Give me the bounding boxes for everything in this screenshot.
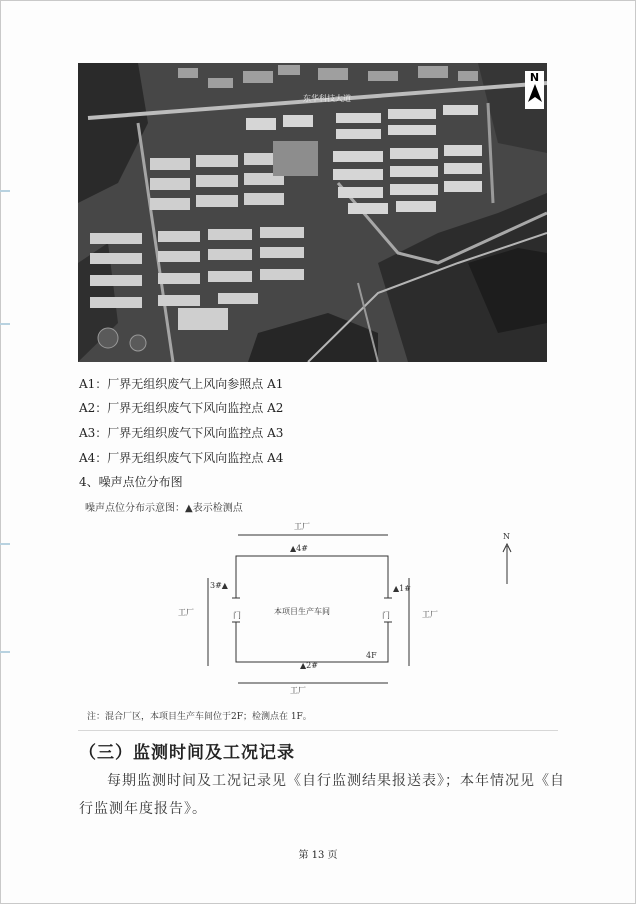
diagram-note: 注：混合厂区，本项目生产车间位于2F；检测点在 1F。 <box>87 712 312 722</box>
floor-label: 4F <box>366 651 377 660</box>
section-title: （三）监测时间及工况记录 <box>79 743 295 763</box>
factory-label-left: 工厂 <box>178 608 194 617</box>
scan-mark <box>0 543 10 545</box>
legend-item-a1: A1：厂界无组织废气上风向参照点 A1 <box>79 377 284 391</box>
road-label: 东华科技大道 <box>303 94 351 103</box>
aerial-map <box>78 63 547 362</box>
legend-item-a4: A4：厂界无组织废气下风向监控点 A4 <box>79 451 284 465</box>
page-number: 第 13 页 <box>298 850 338 861</box>
legend-item-a3: A3：厂界无组织废气下风向监控点 A3 <box>79 426 284 440</box>
noise-point-3: 3#▲ <box>210 581 228 590</box>
scan-mark <box>0 190 10 192</box>
factory-label-right: 工厂 <box>422 610 438 619</box>
legend-item-a2: A2：厂界无组织废气下风向监控点 A2 <box>79 401 284 415</box>
noise-caption: 噪声点位分布示意图：▲表示检测点 <box>85 503 243 514</box>
noise-point-1: ▲1# <box>393 584 411 593</box>
north-arrow-icon <box>528 84 542 102</box>
noise-point-2: ▲2# <box>300 661 318 670</box>
north-indicator <box>525 71 544 109</box>
door-left: 门 <box>233 611 241 620</box>
north-label: N <box>529 71 540 84</box>
noise-heading: 4、噪声点位分布图 <box>79 475 183 489</box>
factory-label-bottom: 工厂 <box>290 686 306 695</box>
factory-label-top: 工厂 <box>294 522 310 531</box>
scan-mark <box>0 651 10 653</box>
divider <box>78 730 558 731</box>
diagram-north-label: N <box>503 532 510 541</box>
door-right: 门 <box>382 611 390 620</box>
noise-diagram <box>170 518 540 698</box>
section-paragraph: 每期监测时间及工况记录见《自行监测结果报送表》；本年情况见《自行监测年度报告》。 <box>79 773 565 817</box>
noise-point-4: ▲4# <box>290 544 308 553</box>
diagram-lines <box>170 518 540 698</box>
scan-mark <box>0 323 10 325</box>
building-label: 本项目生产车间 <box>274 607 330 616</box>
